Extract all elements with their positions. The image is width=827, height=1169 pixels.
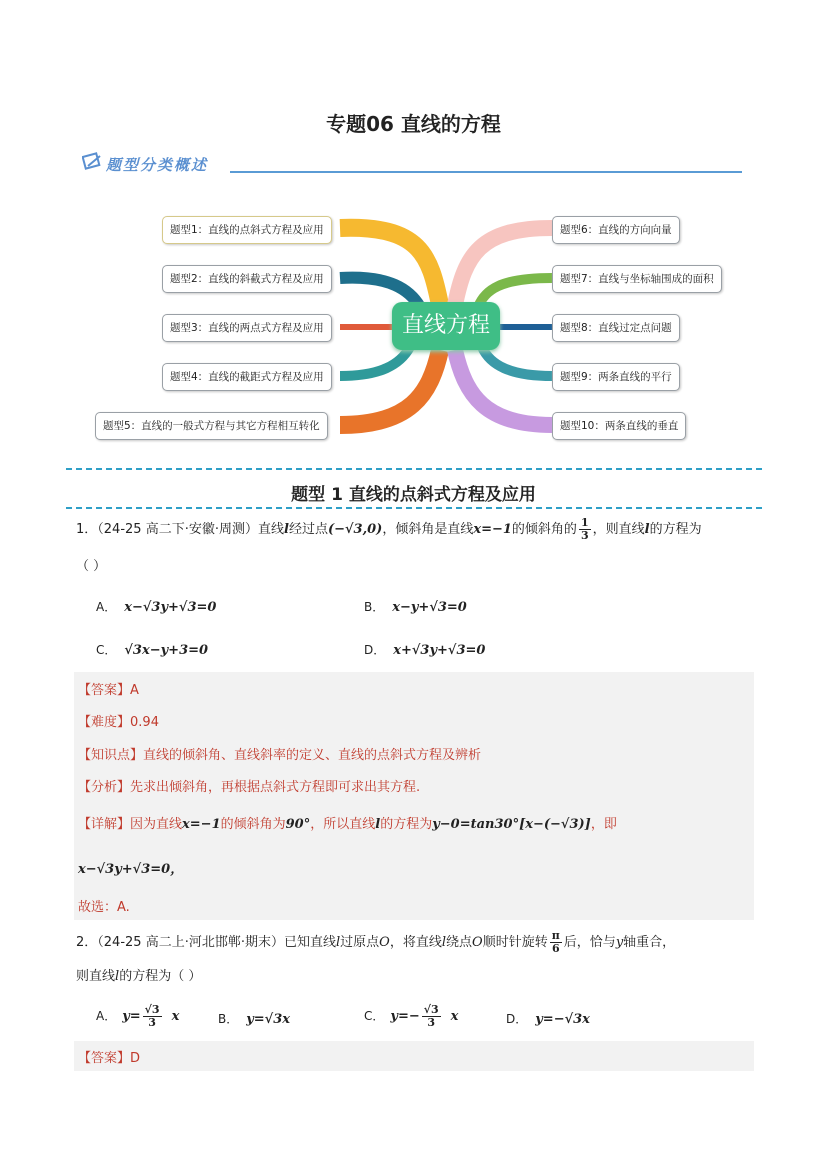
branch-9 xyxy=(482,347,552,376)
topic-2: 题型2：直线的斜截式方程及应用 xyxy=(162,265,332,293)
q1-option-d[interactable]: D． x+√3y+√3=0 xyxy=(364,643,486,658)
q1-difficulty: 【难度】0.94 xyxy=(78,715,159,730)
q1-option-b[interactable]: B． x−y+√3=0 xyxy=(364,600,467,615)
q1-detail-result: x−√3y+√3=0， xyxy=(78,862,184,877)
question-2-line2: 则直线l的方程为（ ） xyxy=(76,969,202,984)
page-title: 专题06 直线的方程 xyxy=(326,112,501,136)
topic-10: 题型10：两条直线的垂直 xyxy=(552,412,686,440)
branch-4 xyxy=(340,347,410,376)
q2-option-d[interactable]: D． y=−√3x xyxy=(506,1012,590,1027)
topic-9: 题型9：两条直线的平行 xyxy=(552,363,680,391)
dashed-rule-bottom xyxy=(66,507,762,509)
fraction-pi-sixth: $\frac{\pi}{6}$ xyxy=(551,929,560,955)
q1-option-a[interactable]: A． x−√3y+√3=0 xyxy=(96,600,217,615)
q2-option-b[interactable]: B． y=√3x xyxy=(218,1012,291,1027)
topic-1: 题型1：直线的点斜式方程及应用 xyxy=(162,216,332,244)
section-label xyxy=(82,150,222,176)
topic-4: 题型4：直线的截距式方程及应用 xyxy=(162,363,332,391)
q1-answer: 【答案】A xyxy=(78,683,139,698)
fraction-one-third: $\frac{1}{3}$ xyxy=(580,516,589,542)
topic-7: 题型7：直线与坐标轴围成的面积 xyxy=(552,265,722,293)
q1-analysis: 【分析】先求出倾斜角，再根据点斜式方程即可求出其方程. xyxy=(78,780,421,795)
q1-option-c[interactable]: C． √3x−y+3=0 xyxy=(96,643,209,658)
topic-3: 题型3：直线的两点式方程及应用 xyxy=(162,314,332,342)
topic-6: 题型6：直线的方向向量 xyxy=(552,216,680,244)
topic-5: 题型5：直线的一般式方程与其它方程相互转化 xyxy=(95,412,328,440)
q1-knowledge: 【知识点】直线的倾斜角、直线斜率的定义、直线的点斜式方程及辨析 xyxy=(78,748,482,763)
section-heading: 题型 1 直线的点斜式方程及应用 xyxy=(291,485,536,505)
branch-10 xyxy=(455,350,552,425)
pen-icon xyxy=(82,152,104,172)
q1-answer-box xyxy=(74,672,754,920)
question-1-paren: （ ） xyxy=(76,559,107,574)
q2-option-a[interactable]: A． y= $\frac{√3}{3}$ x xyxy=(96,1003,180,1029)
question-1: 1．（24-25 高二下·安徽·周测）直线l经过点(−√3,0)，倾斜角是直线x=−1的倾斜角的 $\frac{1}{3}$ ，则直线l的方程为 xyxy=(76,516,702,542)
topic-8: 题型8：直线过定点问题 xyxy=(552,314,680,342)
q2-option-c[interactable]: C． y=− $\frac{√3}{3}$ x xyxy=(364,1003,459,1029)
q2-answer-box xyxy=(74,1041,754,1071)
q1-choice: 故选：A. xyxy=(78,900,130,915)
mindmap-center: 直线方程 xyxy=(392,302,500,350)
branch-6 xyxy=(455,228,552,305)
branch-1 xyxy=(340,228,440,305)
question-2: 2．（24-25 高二上·河北邯郸·期末）已知直线l过原点O，将直线l绕点O顺时针旋转 $\frac{\pi}{6}$ 后，恰与y轴重合， xyxy=(76,929,676,955)
dashed-rule-top xyxy=(66,468,762,470)
q2-answer: 【答案】D xyxy=(78,1051,141,1066)
section-rule xyxy=(230,171,742,173)
q1-detail: 【详解】因为直线x=−1的倾斜角为90°，所以直线l的方程为y−0=tan30°[x−(−√3)]，即 xyxy=(78,817,617,832)
section-label-text: 题型分类概述 xyxy=(106,156,209,174)
